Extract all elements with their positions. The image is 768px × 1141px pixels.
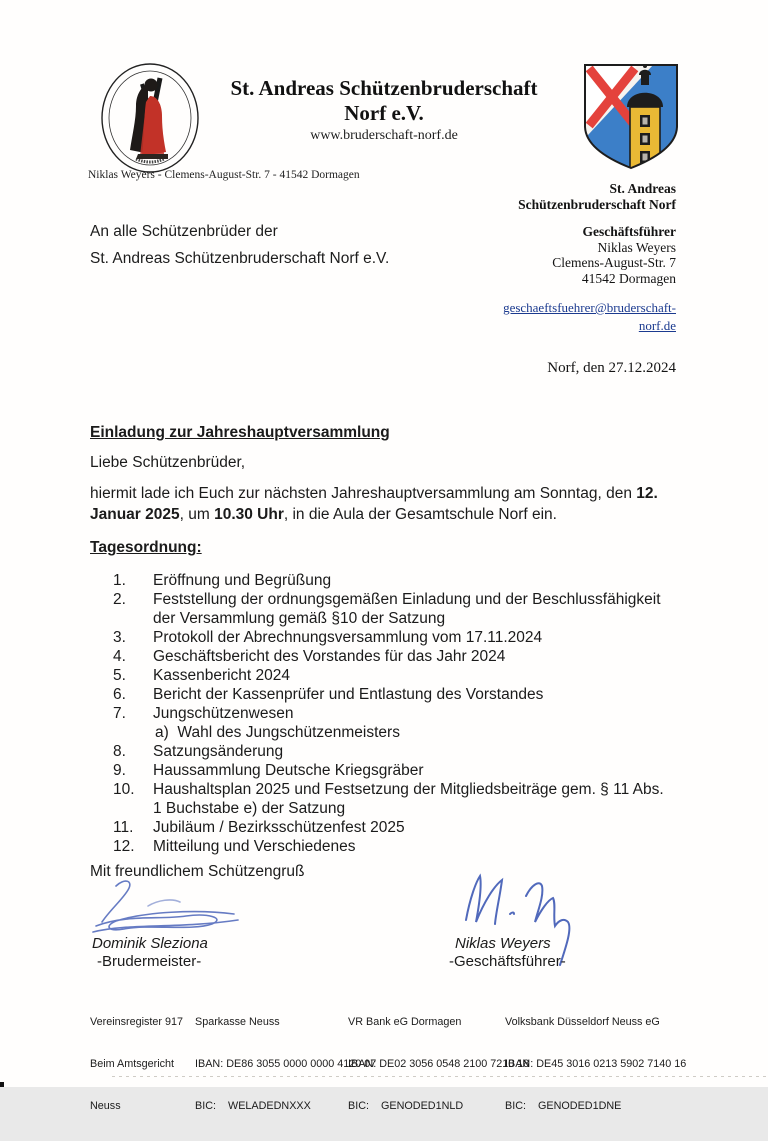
bank-iban: IBAN: DE86 3055 0000 0000 4120 07 <box>195 1058 377 1070</box>
contact-street: Clemens-August-Str. 7 <box>552 255 676 270</box>
org-name-line1: St. Andreas Schützenbruderschaft <box>230 76 538 100</box>
bank-bic: BIC: WELADEDNXXX <box>195 1100 311 1112</box>
agenda-num: 3. <box>113 629 126 646</box>
agenda-text: Satzungsänderung <box>153 743 284 760</box>
email-line1[interactable]: geschaeftsfuehrer@bruderschaft- <box>503 300 676 315</box>
agenda-item-8 <box>113 742 713 761</box>
bank-name: VR Bank eG Dormagen <box>348 1016 462 1028</box>
agenda-item-11 <box>113 818 713 837</box>
agenda-list <box>113 571 713 856</box>
agenda-text: Haushaltsplan 2025 und Festsetzung der Mitgliedsbeiträge gem. § 11 Abs. 1 Buchstabe e) der Satzung <box>153 781 664 817</box>
bank-name: Volksbank Düsseldorf Neuss eG <box>505 1016 660 1028</box>
contact-role-label: Geschäftsführer <box>582 224 676 239</box>
signature-brudermeister-icon <box>88 876 248 938</box>
bank-bic: BIC: GENODED1NLD <box>348 1100 464 1112</box>
norf-coat-of-arms <box>578 60 684 173</box>
agenda-item-9 <box>113 761 713 780</box>
intro-text-1: hiermit lade ich Euch zur nächsten Jahreshauptversammlung am Sonntag, den <box>90 485 637 502</box>
agenda-item-5 <box>113 666 713 685</box>
agenda-text: Kassenbericht 2024 <box>153 667 291 684</box>
letter-subject: Einladung zur Jahreshauptversammlung <box>90 424 390 441</box>
bank-name: Sparkasse Neuss <box>195 1016 280 1028</box>
agenda-item-10 <box>113 780 713 818</box>
intro-text-3: , in die Aula der Gesamtschule Norf ein. <box>283 506 557 523</box>
email-link[interactable] <box>503 299 676 335</box>
agenda-item-3 <box>113 628 713 647</box>
agenda-item-6 <box>113 685 713 704</box>
left-signer-name: Dominik Sleziona <box>92 935 208 952</box>
coat-of-arms-icon <box>578 60 684 173</box>
agenda-num: 7. <box>113 705 126 722</box>
agenda-text: Protokoll der Abrechnungsversammlung vom 17.11.2024 <box>153 629 543 646</box>
footer-bank-volksbank <box>505 987 686 1141</box>
agenda-item-12 <box>113 837 713 856</box>
agenda-num: 10. <box>113 781 135 798</box>
agenda-text: Bericht der Kassenprüfer und Entlastung des Vorstandes <box>153 686 544 703</box>
closing-greeting: Mit freundlichem Schützengruß <box>90 863 305 880</box>
contact-org-line2: Schützenbruderschaft Norf <box>518 196 676 212</box>
bank-bic: BIC: GENODED1DNE <box>505 1100 622 1112</box>
org-website: www.bruderschaft-norf.de <box>310 128 458 143</box>
scan-artifact-line <box>112 1076 768 1077</box>
salutation: Liebe Schützenbrüder, <box>90 454 246 471</box>
agenda-num: 1. <box>113 572 126 589</box>
recipient-line2: St. Andreas Schützenbruderschaft Norf e.V. <box>90 250 390 267</box>
scan-artifact-corner <box>0 1082 4 1087</box>
agenda-text: Haussammlung Deutsche Kriegsgräber <box>153 762 424 779</box>
agenda-text: Feststellung der ordnungsgemäßen Einladung und der Beschlussfähigkeit der Versammlung gemäß §10 der Satzung <box>153 591 661 627</box>
agenda-item-7 <box>113 704 713 723</box>
bank-iban: IBAN: DE45 3016 0213 5902 7140 16 <box>505 1058 687 1070</box>
agenda-num: 2. <box>113 591 126 608</box>
recipient-line1: An alle Schützenbrüder der <box>90 223 278 240</box>
footer-line: Beim Amtsgericht <box>90 1058 175 1070</box>
intro-paragraph <box>90 483 674 525</box>
footer-register-column <box>90 987 183 1141</box>
footer-line: Neuss <box>90 1100 121 1112</box>
right-signer-name: Niklas Weyers <box>455 935 551 952</box>
intro-time-bold: 10.30 Uhr <box>214 506 284 523</box>
agenda-text: Eröffnung und Begrüßung <box>153 572 332 589</box>
intro-text-2: , um <box>179 506 215 523</box>
contact-name: Niklas Weyers <box>597 239 676 255</box>
left-signer-role: -Brudermeister- <box>97 953 202 970</box>
agenda-num: 11. <box>113 819 134 836</box>
right-signer-role: -Geschäftsführer- <box>449 953 566 970</box>
agenda-num: 6. <box>113 686 126 703</box>
agenda-text: Mitteilung und Verschiedenes <box>153 838 356 855</box>
sender-return-address: Niklas Weyers - Clemens-August-Str. 7 - 41542 Dormagen <box>88 169 360 181</box>
agenda-item-7a <box>113 723 713 742</box>
signature-brudermeister <box>88 876 248 943</box>
agenda-num: 4. <box>113 648 126 665</box>
agenda-num: 12. <box>113 838 135 855</box>
contact-city: 41542 Dormagen <box>581 270 676 286</box>
agenda-num: 9. <box>113 762 126 779</box>
intro-date-bold: 12. Januar 2025 <box>90 485 658 523</box>
footer-bank-vrbank <box>348 987 529 1141</box>
agenda-subitem-text: a) Wahl des Jungschützenmeisters <box>155 724 400 741</box>
agenda-num: 8. <box>113 743 126 760</box>
bank-iban: IBAN: DE02 3056 0548 2100 7210 18 <box>348 1058 530 1070</box>
agenda-item-4 <box>113 647 713 666</box>
contact-person-block <box>552 224 676 286</box>
email-line2[interactable]: norf.de <box>638 318 676 333</box>
agenda-item-2 <box>113 590 713 628</box>
recipient-block <box>90 218 389 272</box>
contact-org-line1: St. Andreas <box>609 181 676 196</box>
agenda-num: 5. <box>113 667 126 684</box>
agenda-heading: Tagesordnung: <box>90 539 202 556</box>
agenda-text: Jungschützenwesen <box>153 705 294 722</box>
contact-org-block <box>518 181 676 212</box>
agenda-item-1 <box>113 571 713 590</box>
agenda-text: Jubiläum / Bezirksschützenfest 2025 <box>153 819 405 836</box>
agenda-text: Geschäftsbericht des Vorstandes für das Jahr 2024 <box>153 648 506 665</box>
date-line: Norf, den 27.12.2024 <box>547 360 676 376</box>
footer-line: Vereinsregister 917 <box>90 1016 184 1028</box>
org-name-line2: Norf e.V. <box>344 101 424 125</box>
